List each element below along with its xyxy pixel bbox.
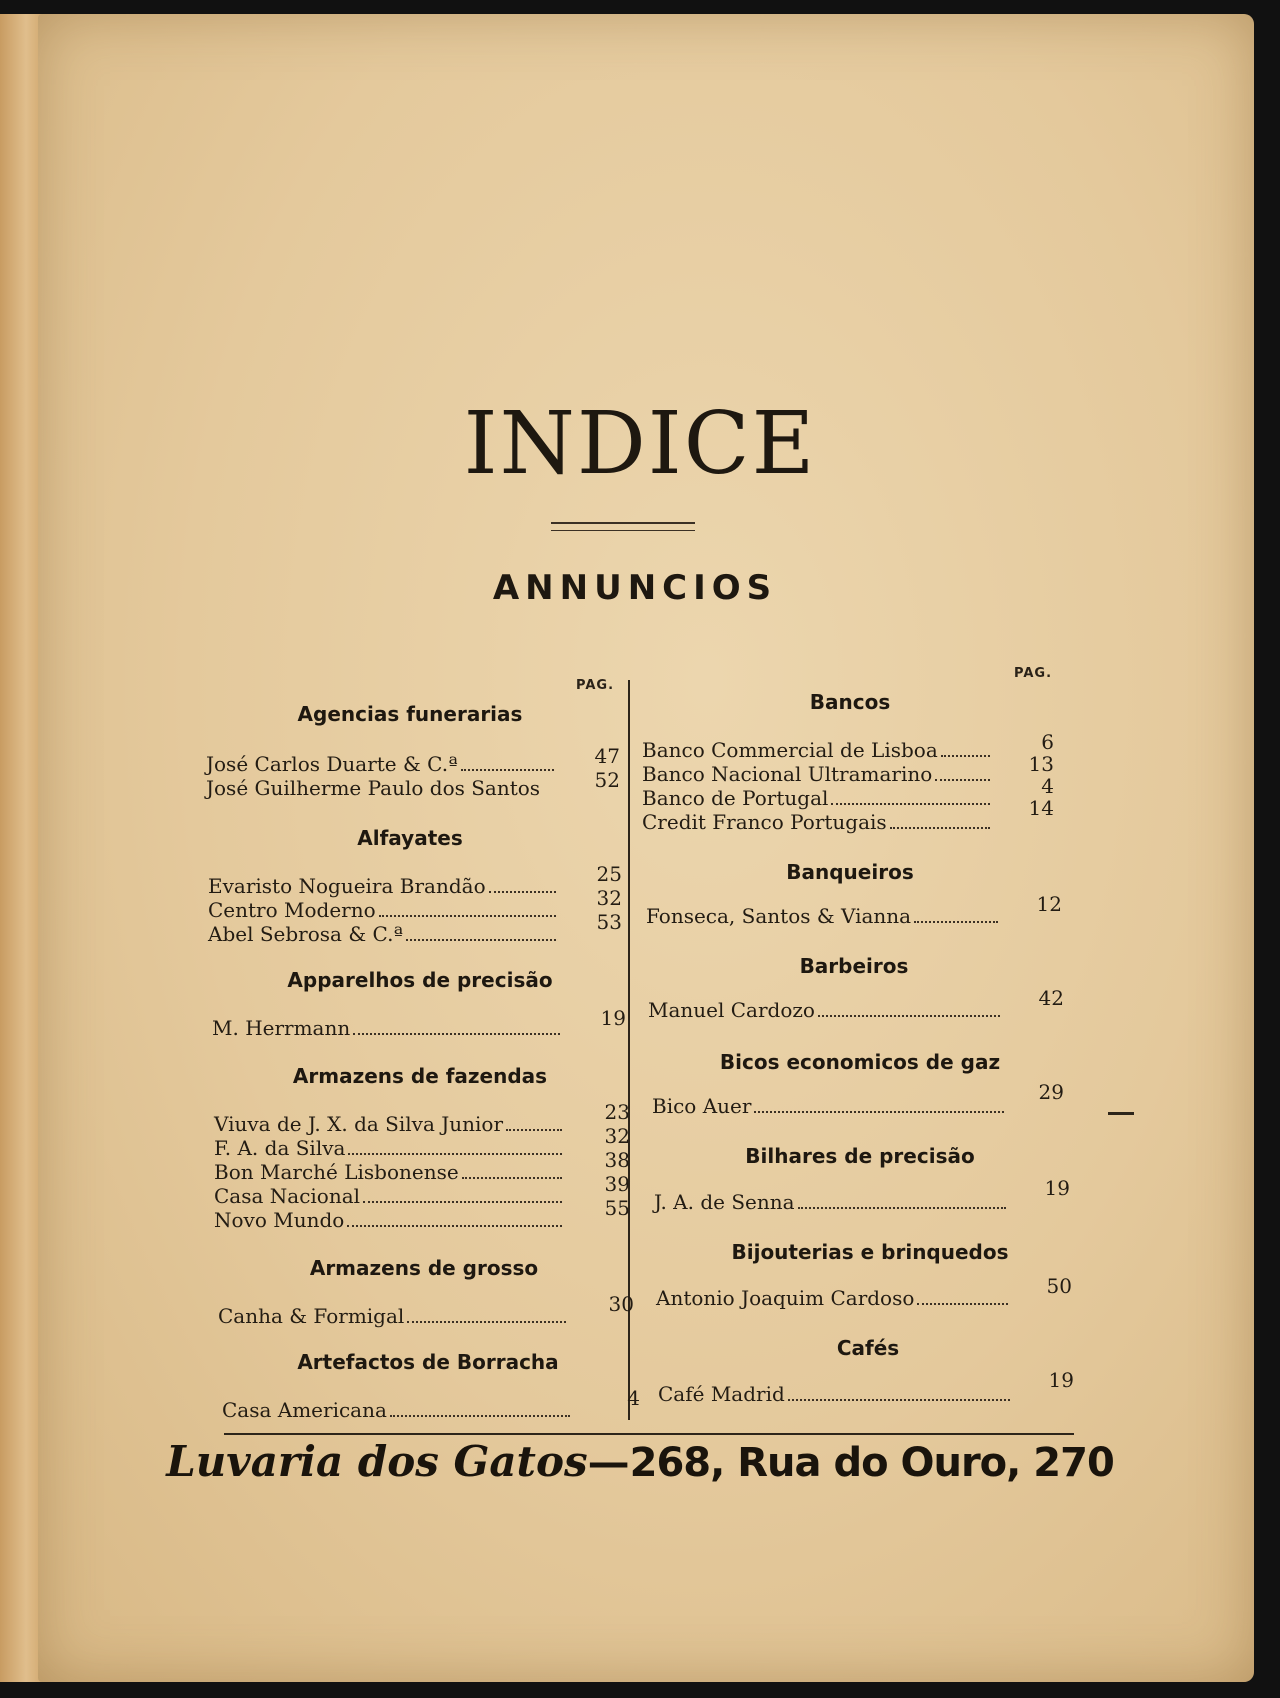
page-number: 32 xyxy=(596,886,622,910)
footer-brand: Luvaria dos Gatos xyxy=(166,1437,588,1486)
page-number: 39 xyxy=(604,1172,630,1196)
page-number: 19 xyxy=(1044,1176,1070,1200)
page-number: 19 xyxy=(1048,1368,1074,1392)
footer-rule xyxy=(224,1433,1074,1435)
page-number: 50 xyxy=(1046,1274,1072,1298)
category-heading: Banqueiros xyxy=(786,860,914,884)
page-number: 4 xyxy=(1041,774,1054,798)
page-number: 30 xyxy=(608,1292,634,1316)
index-entry: Banco Commercial de Lisboa xyxy=(642,738,994,762)
category-heading: Cafés xyxy=(836,1336,900,1360)
index-entry: Viuva de J. X. da Silva Junior xyxy=(214,1112,566,1136)
index-entry: Casa Nacional xyxy=(214,1184,566,1208)
index-entry: Credit Franco Portugais xyxy=(642,810,994,834)
category-heading: Agencias funerarias xyxy=(297,702,523,726)
category-heading: Bicos economicos de gaz xyxy=(719,1050,1001,1074)
category-heading: Apparelhos de precisão xyxy=(287,968,553,992)
margin-mark xyxy=(1108,1112,1134,1115)
index-entry: José Carlos Duarte & C.ª xyxy=(206,752,558,776)
page-number: 55 xyxy=(604,1196,630,1220)
title-divider xyxy=(551,522,695,531)
index-entry: Abel Sebrosa & C.ª xyxy=(208,922,560,946)
index-entry: Bico Auer xyxy=(652,1094,1008,1118)
index-entry: Casa Americana xyxy=(222,1398,574,1422)
footer-separator: — xyxy=(587,1437,630,1486)
page-number: 4 xyxy=(627,1386,640,1410)
index-entry: Antonio Joaquim Cardoso xyxy=(656,1286,1012,1310)
index-entry: M. Herrmann xyxy=(212,1016,564,1040)
index-entry: Café Madrid xyxy=(658,1382,1014,1406)
index-entry: J. A. de Senna xyxy=(654,1190,1010,1214)
page-number: 23 xyxy=(604,1100,630,1124)
category-heading: Armazens de fazendas xyxy=(292,1064,548,1088)
page-title: INDICE xyxy=(463,394,817,494)
index-entry: Bon Marché Lisbonense xyxy=(214,1160,566,1184)
page-number: 38 xyxy=(604,1148,630,1172)
index-entry: José Guilherme Paulo dos Santos xyxy=(206,776,541,800)
footer-address: 268, Rua do Ouro, 270 xyxy=(629,1440,1114,1486)
page-number: 6 xyxy=(1041,730,1054,754)
category-heading: Armazens de grosso xyxy=(309,1256,539,1280)
page-number: 19 xyxy=(600,1006,626,1030)
page-number: 12 xyxy=(1036,892,1062,916)
left-pag-label: PAG. xyxy=(576,678,615,693)
page-number: 53 xyxy=(596,910,622,934)
category-heading: Barbeiros xyxy=(799,954,909,978)
index-entry: Banco Nacional Ultramarino xyxy=(642,762,994,786)
page-number: 13 xyxy=(1028,752,1054,776)
index-entry: Fonseca, Santos & Vianna xyxy=(646,904,1002,928)
category-heading: Bilhares de precisão xyxy=(745,1144,975,1168)
category-heading: Bijouterias e brinquedos xyxy=(731,1240,1009,1264)
advertiser-footer xyxy=(0,1437,1280,1486)
index-entry: Evaristo Nogueira Brandão xyxy=(208,874,560,898)
page-number: 32 xyxy=(604,1124,630,1148)
page-number: 47 xyxy=(594,744,620,768)
page-number: 25 xyxy=(596,862,622,886)
category-heading: Alfayates xyxy=(357,826,463,850)
page-number: 52 xyxy=(594,768,620,792)
page-number: 14 xyxy=(1028,796,1054,820)
index-entry: Centro Moderno xyxy=(208,898,560,922)
page-number: 29 xyxy=(1038,1080,1064,1104)
right-pag-label: PAG. xyxy=(1014,666,1053,681)
index-entry: Novo Mundo xyxy=(214,1208,566,1232)
section-subtitle: ANNUNCIOS xyxy=(492,568,778,608)
index-entry: Banco de Portugal xyxy=(642,786,994,810)
index-entry: Canha & Formigal xyxy=(218,1304,570,1328)
index-entry: F. A. da Silva xyxy=(214,1136,566,1160)
index-entry: Manuel Cardozo xyxy=(648,998,1004,1022)
page-number: 42 xyxy=(1038,986,1064,1010)
category-heading: Artefactos de Borracha xyxy=(297,1350,559,1374)
category-heading: Bancos xyxy=(809,690,891,714)
